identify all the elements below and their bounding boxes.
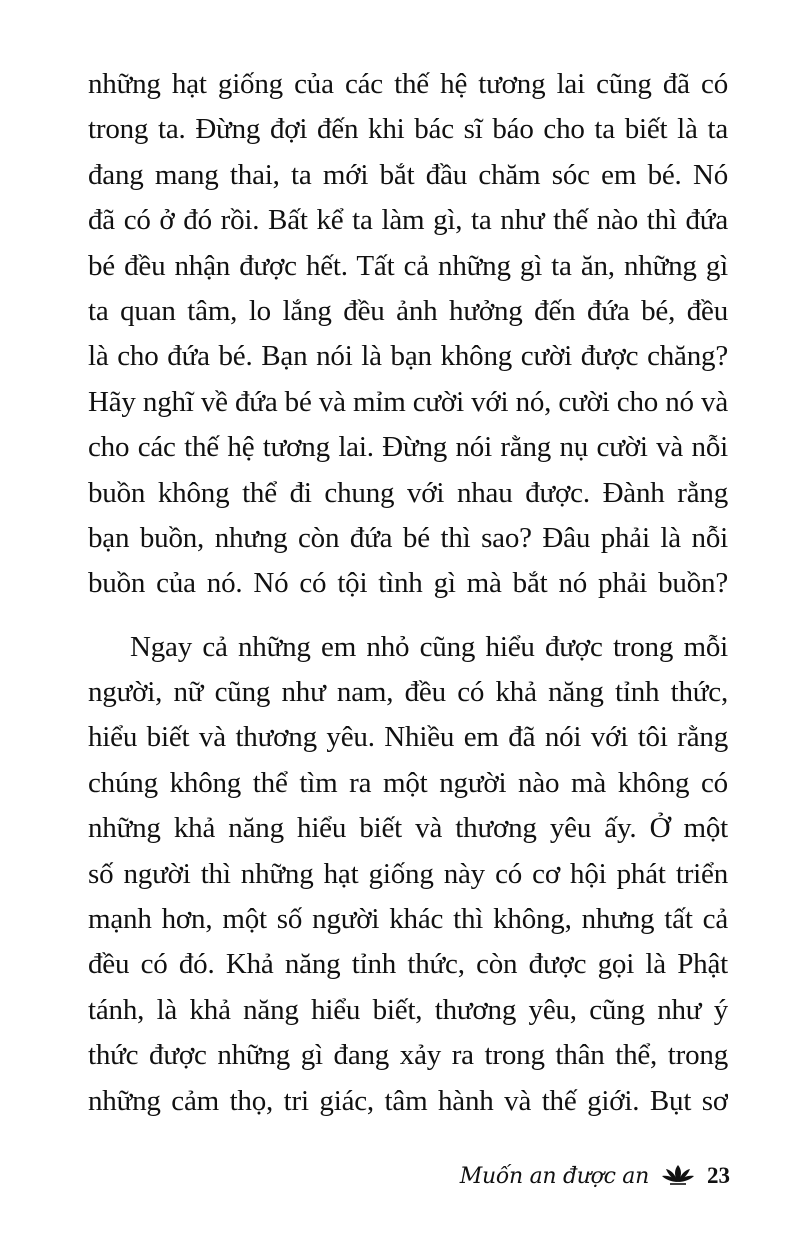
text-line: những khả năng hiểu biết và thương yêu ấy. Ở một [88,812,728,845]
text-line: cho các thế hệ tương lai. Đừng nói rằng nụ cười và nỗi [88,431,728,464]
paragraph-spacer [88,607,728,625]
text-line: mạnh hơn, một số người khác thì không, nhưng tất cả [88,903,728,936]
page-footer [440,1158,730,1194]
text-line: Hãy nghĩ về đứa bé và mỉm cười với nó, cười cho nó và [88,385,728,418]
text-line: bé đều nhận được hết. Tất cả những gì ta ăn, những gì [88,249,728,282]
text-line: số người thì những hạt giống này có cơ hội phát triển [88,857,728,890]
text-line: đều có đó. Khả năng tỉnh thức, còn được gọi là Phật [88,948,728,981]
text-line: buồn của nó. Nó có tội tình gì mà bắt nó phải buồn? [88,567,728,600]
text-line: hiểu biết và thương yêu. Nhiều em đã nói với tôi rằng [88,721,728,754]
paragraph-2 [88,625,728,1124]
text-line: Ngay cả những em nhỏ cũng hiểu được trong mỗi [130,630,728,663]
text-line: là cho đứa bé. Bạn nói là bạn không cười được chăng? [88,340,728,373]
text-line: tánh, là khả năng hiểu biết, thương yêu, cũng như ý [88,993,728,1026]
text-line: trong ta. Đừng đợi đến khi bác sĩ báo cho ta biết là ta [88,113,728,146]
text-line: những hạt giống của các thế hệ tương lai cũng đã có [88,68,728,100]
text-line: buồn không thể đi chung với nhau được. Đành rằng [88,476,728,509]
text-line: ta quan tâm, lo lắng đều ảnh hưởng đến đứa bé, đều [88,294,728,327]
text-line: những cảm thọ, tri giác, tâm hành và thế giới. Bụt sơ [88,1084,728,1117]
page-number: 23 [707,1163,730,1188]
paragraph-1 [88,62,728,607]
text-line: thức được những gì đang xảy ra trong thân thể, trong [88,1039,728,1072]
book-title: Muốn an được an [459,1163,649,1189]
text-line: bạn buồn, nhưng còn đứa bé thì sao? Đâu phải là nỗi [88,521,728,554]
lotus-icon [661,1162,695,1191]
book-page-body [88,62,728,1124]
text-line: đang mang thai, ta mới bắt đầu chăm sóc em bé. Nó [88,158,728,191]
text-line: người, nữ cũng như nam, đều có khả năng tỉnh thức, [88,676,728,709]
text-line: đã có ở đó rồi. Bất kể ta làm gì, ta như thế nào thì đứa [88,204,728,237]
text-line: chúng không thể tìm ra một người nào mà không có [88,766,728,799]
